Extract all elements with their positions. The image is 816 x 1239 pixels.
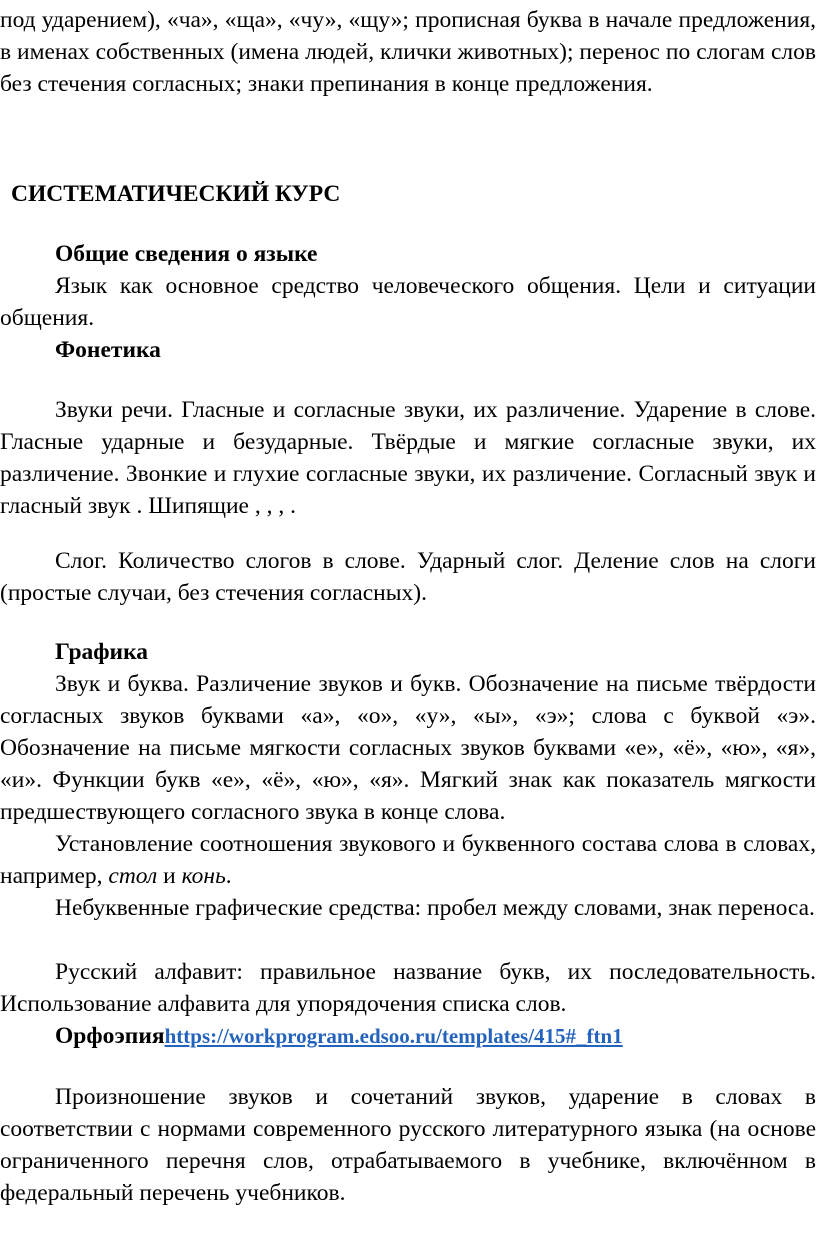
- course-title: СИСТЕМАТИЧЕСКИЙ КУРС: [11, 181, 341, 207]
- graphics-heading: Графика: [55, 639, 149, 665]
- orthoepy-paragraph: Произношение звуков и сочетаний звуков, ударение в словах в соответствии с нормами современного русского литературного языка (на основе ограниченного перечня слов, отрабатываемого в учебнике, включённом в федеральный перечень учебников.: [0, 1084, 816, 1206]
- footnote-link[interactable]: https://workprogram.edsoo.ru/templates/415#_ftn1: [164, 1024, 623, 1048]
- example-word-kon: конь: [181, 863, 226, 889]
- graphics-p2-text: Установление соотношения звукового и буквенного состава слова в словах, например,: [0, 831, 816, 889]
- phonetics-paragraph-1: Звуки речи. Гласные и согласные звуки, их различение. Ударение в слове. Гласные ударные и безударные. Твёрдые и мягкие согласные звуки, их различение. Звонкие и глухие согласные звуки, их различение. Согласный звук и гласный звук . Шипящие , , , .: [0, 397, 816, 519]
- general-paragraph: Язык как основное средство человеческого общения. Цели и ситуации общения.: [0, 273, 816, 331]
- graphics-paragraph-1: Звук и буква. Различение звуков и букв. Обозначение на письме твёрдости согласных звуков буквами «а», «о», «у», «ы», «э»; слова с буквой «э». Обозначение на письме мягкости согласных звуков буквами «е», «ё», «ю», «я», «и». Функции букв «е», «ё», «ю», «я». Мягкий знак как показатель мягкости предшествующего согласного звука в конце слова.: [0, 671, 816, 825]
- graphics-paragraph-3: Небуквенные графические средства: пробел между словами, знак переноса.: [55, 895, 815, 921]
- intro-paragraph: под ударением), «ча», «ща», «чу», «щу»; прописная буква в начале предложения, в именах собственных (имена людей, клички животных); перенос по слогам слов без стечения согласных; знаки препинания в конце предложения.: [0, 7, 816, 97]
- general-heading: Общие сведения о языке: [55, 241, 318, 267]
- phonetics-paragraph-2: Слог. Количество слогов в слове. Ударный слог. Деление слов на слоги (простые случаи, без стечения согласных).: [0, 548, 816, 606]
- orthoepy-heading-line: [55, 1020, 623, 1052]
- example-word-stol: стол: [108, 863, 158, 889]
- phonetics-heading: Фонетика: [55, 337, 161, 363]
- graphics-paragraph-4: Русский алфавит: правильное название букв, их последовательность. Использование алфавита для упорядочения списка слов.: [0, 959, 816, 1017]
- graphics-p2-end: .: [225, 863, 232, 889]
- graphics-paragraph-2: [0, 828, 816, 892]
- graphics-p2-and: и: [157, 863, 182, 889]
- orthoepy-heading: Орфоэпия: [55, 1023, 165, 1049]
